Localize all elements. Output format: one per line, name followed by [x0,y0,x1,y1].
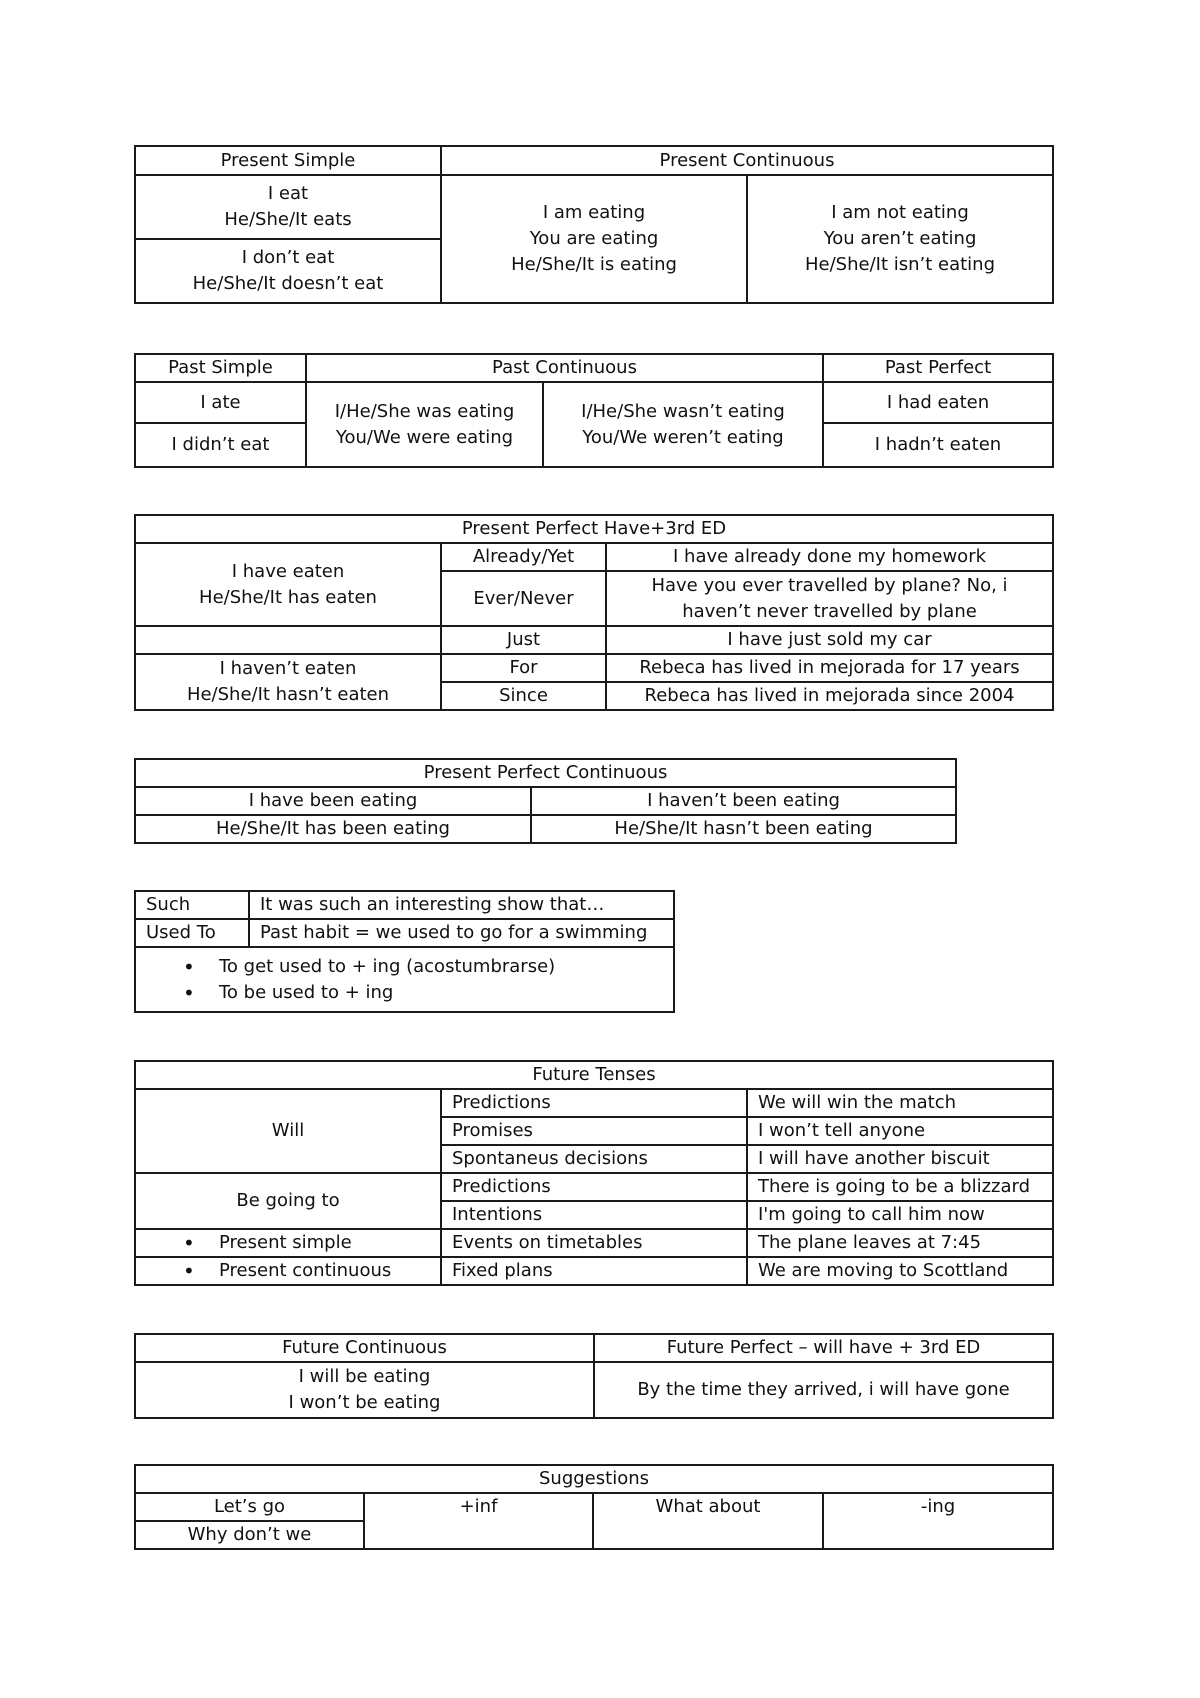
past-continuous-affirmative: I/He/She was eating You/We were eating [306,382,543,467]
ppc-affirmative-he: He/She/It has been eating [135,815,531,843]
present-perfect-continuous-table [134,758,957,844]
present-continuous-header: Present Continuous [441,146,1053,175]
future-use: Intentions [441,1201,747,1229]
future-use: Predictions [441,1173,747,1201]
past-continuous-header: Past Continuous [306,354,823,382]
future-continuous-perfect-table [134,1333,1054,1419]
future-will-label: Will [135,1089,441,1173]
future-perfect-example: By the time they arrived, i will have gone [594,1362,1053,1418]
present-continuous-negative: I am not eating You aren’t eating He/She/It isn’t eating [747,175,1053,303]
used-to-label: Used To [135,919,249,947]
future-example: We are moving to Scottland [747,1257,1053,1285]
past-simple-affirmative: I ate [135,382,306,423]
ppc-negative-i: I haven’t been eating [531,787,956,815]
adverb-since: Since [441,682,606,710]
used-to-notes [135,947,674,1012]
present-simple-affirmative: I eat He/She/It eats [135,175,441,239]
suggestion-why-dont-we: Why don’t we [135,1521,364,1549]
future-example: We will win the match [747,1089,1053,1117]
future-use: Promises [441,1117,747,1145]
adverb-ever-never: Ever/Never [441,571,606,626]
present-perfect-continuous-header: Present Perfect Continuous [135,759,956,787]
future-use: Fixed plans [441,1257,747,1285]
past-perfect-header: Past Perfect [823,354,1053,382]
example-since: Rebeca has lived in mejorada since 2004 [606,682,1053,710]
future-example: There is going to be a blizzard [747,1173,1053,1201]
future-example: I won’t tell anyone [747,1117,1053,1145]
present-simple-negative: I don’t eat He/She/It doesn’t eat [135,239,441,303]
future-use: Predictions [441,1089,747,1117]
past-continuous-negative: I/He/She wasn’t eating You/We weren’t eating [543,382,823,467]
future-going-to-label: Be going to [135,1173,441,1229]
example-already-yet: I have already done my homework [606,543,1053,571]
present-simple-header: Present Simple [135,146,441,175]
present-perfect-affirmative: I have eaten He/She/It has eaten [135,543,441,626]
empty-cell [135,626,441,654]
ppc-affirmative-i: I have been eating [135,787,531,815]
such-example: It was such an interesting show that… [249,891,674,919]
future-continuous-examples: I will be eating I won’t be eating [135,1362,594,1418]
future-perfect-header: Future Perfect – will have + 3rd ED [594,1334,1053,1362]
future-example: I'm going to call him now [747,1201,1053,1229]
future-continuous-header: Future Continuous [135,1334,594,1362]
adverb-just: Just [441,626,606,654]
future-present-continuous-label: • Present continuous [135,1257,441,1285]
future-example: I will have another biscuit [747,1145,1053,1173]
suggestion-what-about: What about [593,1493,823,1549]
past-perfect-affirmative: I had eaten [823,382,1053,423]
future-tenses-table [134,1060,1054,1286]
used-to-example: Past habit = we used to go for a swimming [249,919,674,947]
example-just: I have just sold my car [606,626,1053,654]
past-perfect-negative: I hadn’t eaten [823,423,1053,467]
past-simple-header: Past Simple [135,354,306,382]
present-perfect-table [134,514,1054,711]
present-perfect-negative: I haven’t eaten He/She/It hasn’t eaten [135,654,441,710]
future-present-simple-label: • Present simple [135,1229,441,1257]
ppc-negative-he: He/She/It hasn’t been eating [531,815,956,843]
adverb-for: For [441,654,606,682]
future-use: Events on timetables [441,1229,747,1257]
present-perfect-header: Present Perfect Have+3rd ED [135,515,1053,543]
past-simple-negative: I didn’t eat [135,423,306,467]
adverb-already-yet: Already/Yet [441,543,606,571]
present-tenses-table [134,145,1054,304]
used-to-note: • To be used to + ing [136,980,673,1006]
example-ever-never: Have you ever travelled by plane? No, i haven’t never travelled by plane [606,571,1053,626]
future-tenses-header: Future Tenses [135,1061,1053,1089]
suggestion-inf: +inf [364,1493,593,1549]
present-continuous-affirmative: I am eating You are eating He/She/It is eating [441,175,747,303]
future-use: Spontaneus decisions [441,1145,747,1173]
used-to-note: • To get used to + ing (acostumbrarse) [136,954,673,980]
example-for: Rebeca has lived in mejorada for 17 years [606,654,1053,682]
past-tenses-table [134,353,1054,468]
suggestion-ing: -ing [823,1493,1053,1549]
future-example: The plane leaves at 7:45 [747,1229,1053,1257]
suggestions-header: Suggestions [135,1465,1053,1493]
suggestion-lets-go: Let’s go [135,1493,364,1521]
such-label: Such [135,891,249,919]
suggestions-table [134,1464,1054,1550]
such-used-to-table [134,890,675,1013]
